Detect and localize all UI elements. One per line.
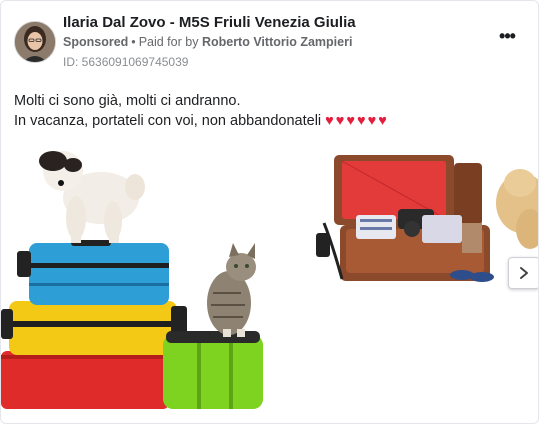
- page-name[interactable]: Ilaria Dal Zovo - M5S Friuli Venezia Giulia: [63, 14, 356, 31]
- paid-for-prefix: Paid for by: [138, 35, 199, 49]
- sponsored-label: Sponsored: [63, 35, 129, 49]
- caption-line-2: [14, 111, 529, 131]
- caption-line-2-text: In vacanza, portateli con voi, non abbandonateli: [14, 113, 322, 129]
- carousel-slide-1[interactable]: [1, 143, 301, 409]
- chevron-right-icon: [518, 266, 530, 280]
- separator-dot: •: [131, 35, 136, 49]
- avatar-photo: [15, 22, 55, 62]
- heart-icons: ♥♥♥♥♥♥: [325, 113, 389, 129]
- carousel-slide-2[interactable]: [312, 143, 539, 323]
- post-caption: [14, 91, 529, 131]
- open-suitcase-image: [312, 143, 539, 323]
- caption-line-1: Molti ci sono già, molti ci andranno.: [14, 93, 241, 109]
- more-options-icon[interactable]: •••: [499, 26, 515, 46]
- ad-id: ID: 5636091069745039: [63, 55, 189, 69]
- suitcases-pets-image: [1, 143, 301, 409]
- sponsorship-line: [63, 35, 352, 49]
- paid-for-name[interactable]: Roberto Vittorio Zampieri: [201, 35, 353, 49]
- avatar[interactable]: [14, 21, 56, 63]
- carousel-next-button[interactable]: [508, 257, 539, 289]
